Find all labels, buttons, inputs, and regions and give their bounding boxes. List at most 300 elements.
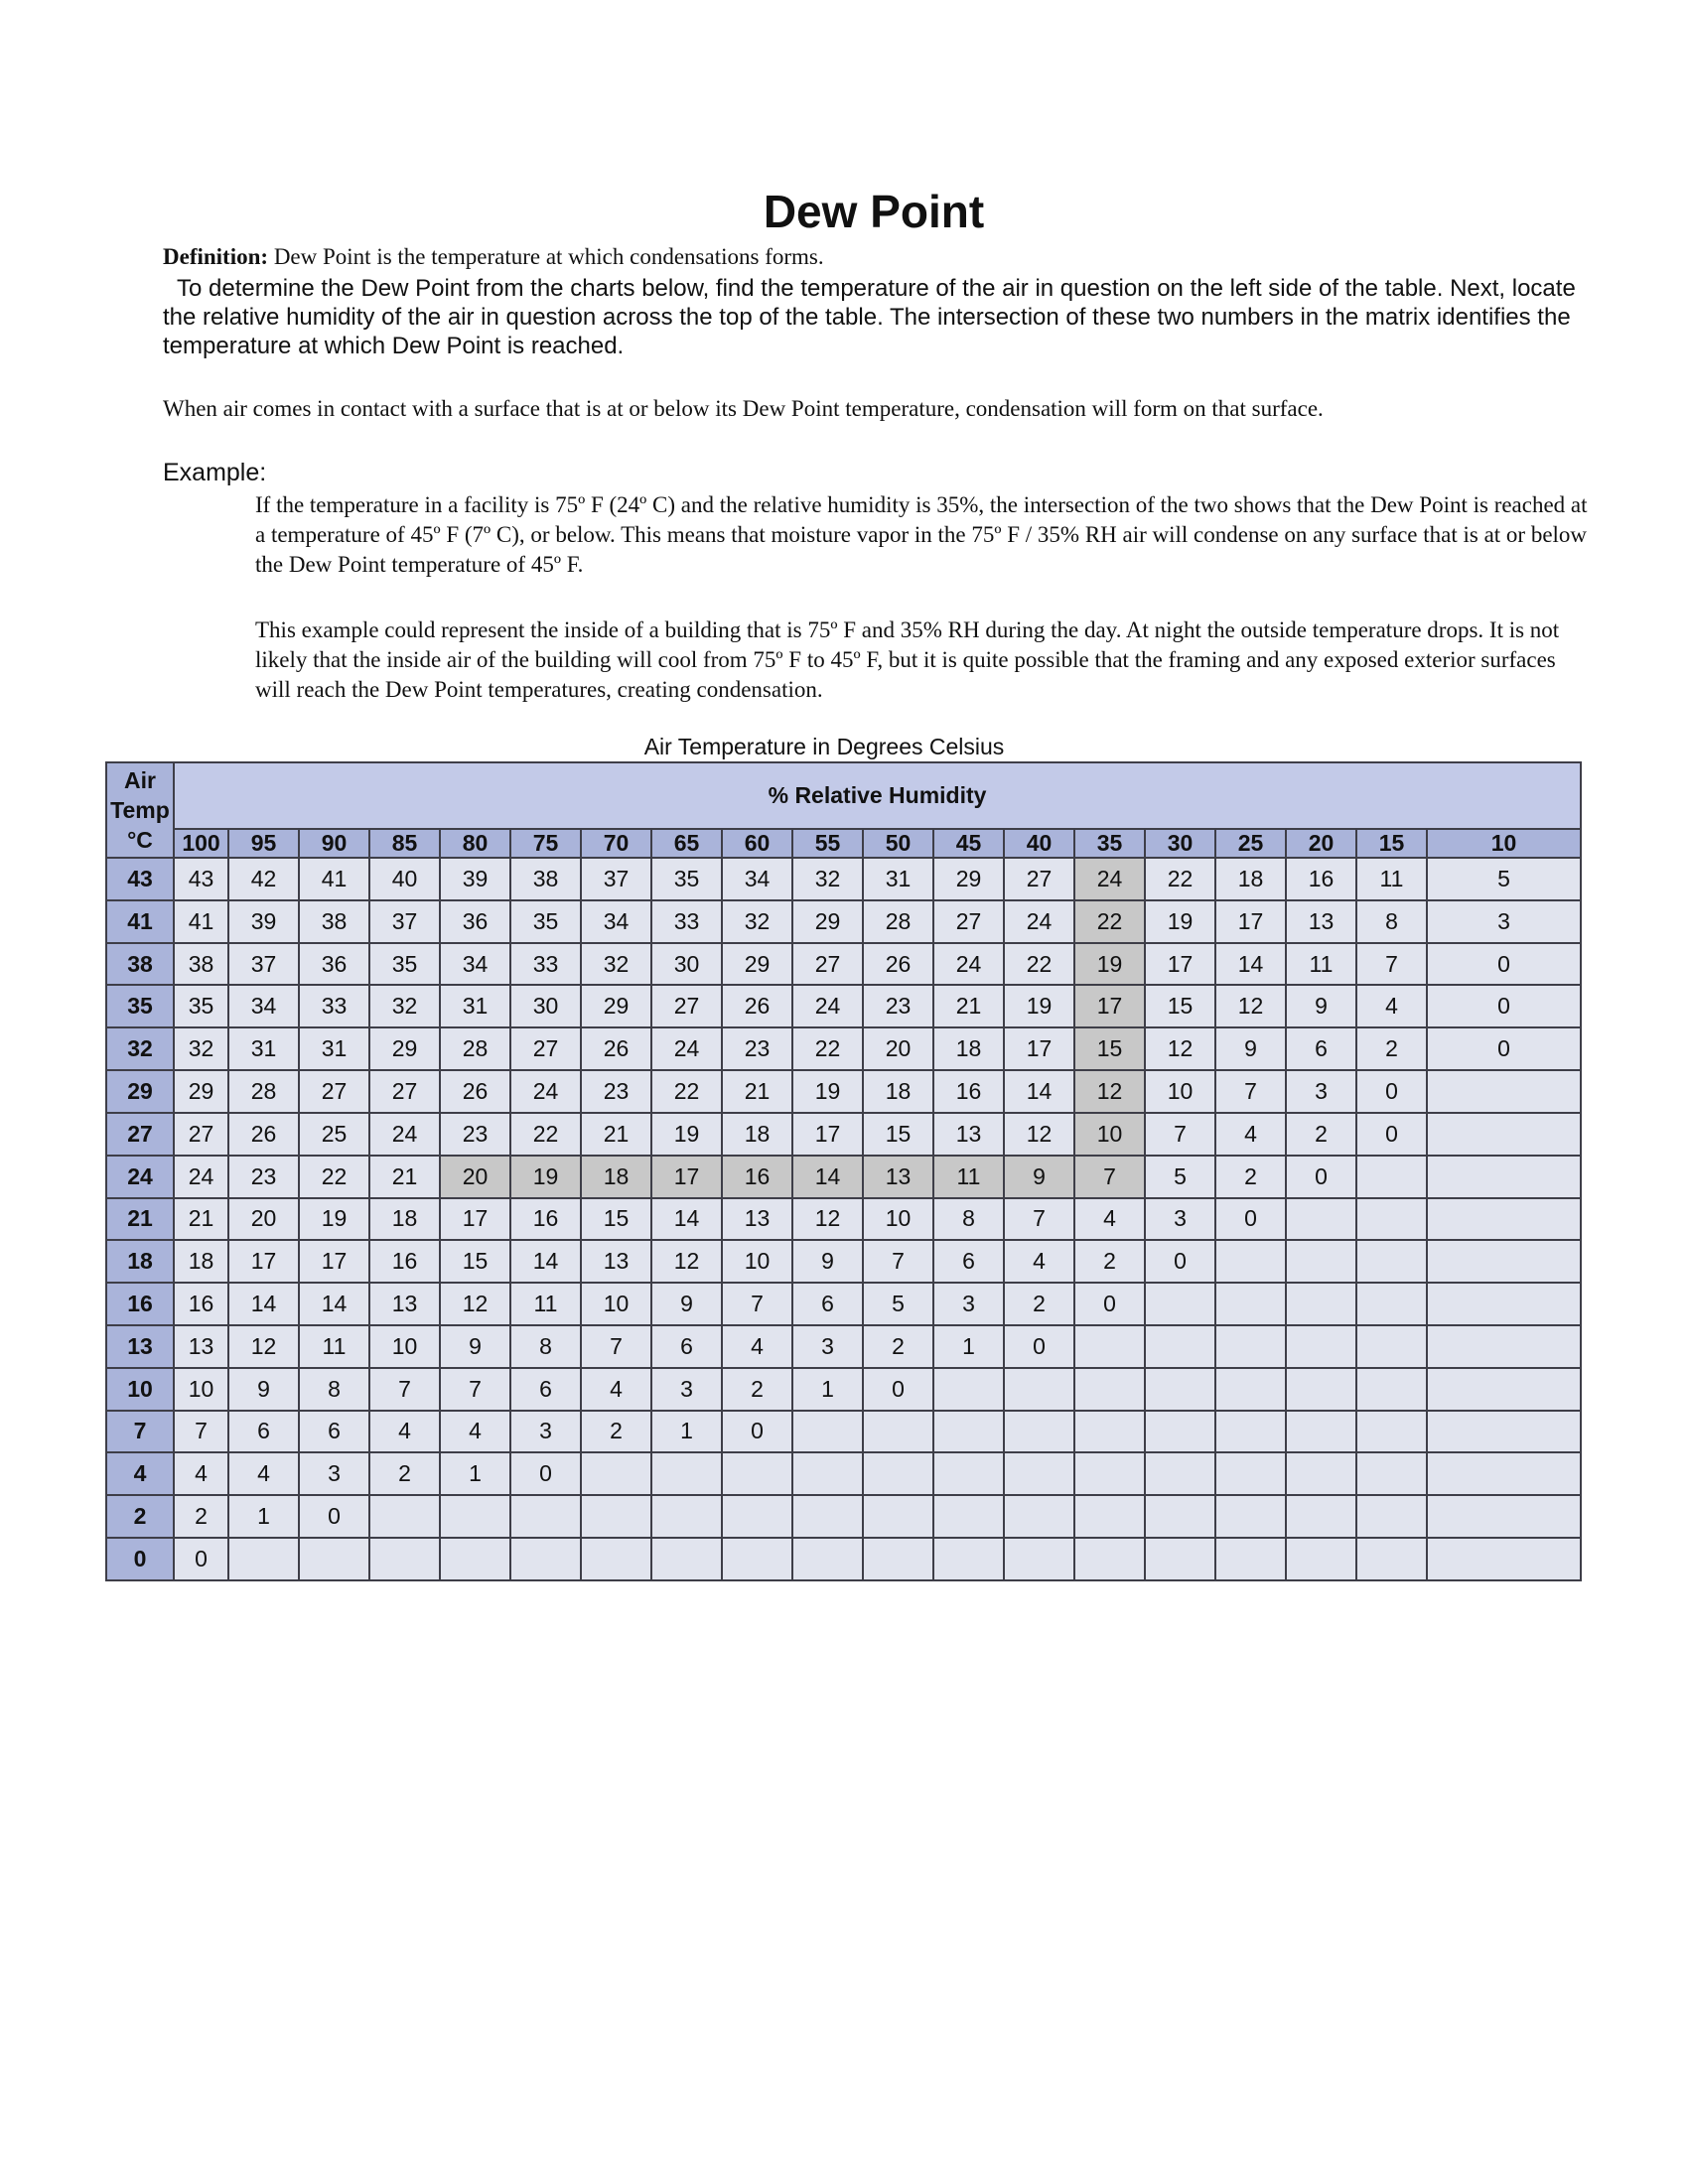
dew-cell: 27 [651,985,722,1027]
dew-cell: 22 [651,1070,722,1113]
dew-cell: 14 [228,1283,299,1325]
dew-cell: 40 [369,858,440,900]
example-label: Example: [163,459,267,486]
dew-cell: 22 [1074,900,1145,943]
dew-cell: 22 [792,1027,863,1070]
dew-cell: 15 [1074,1027,1145,1070]
dew-cell [1427,1156,1581,1198]
dew-cell [1004,1495,1074,1538]
dew-cell: 18 [581,1156,651,1198]
definition-label: Definition: [163,244,269,269]
dew-cell: 0 [174,1538,228,1580]
dew-cell: 24 [792,985,863,1027]
dew-cell: 3 [1286,1070,1356,1113]
row-temp-18: 18 [106,1240,174,1283]
dew-cell: 16 [369,1240,440,1283]
dew-cell: 3 [1427,900,1581,943]
dew-point-table [105,761,1582,1581]
row-temp-2: 2 [106,1495,174,1538]
dew-cell: 14 [299,1283,369,1325]
dew-cell: 29 [722,943,792,986]
dew-cell: 9 [1286,985,1356,1027]
dew-cell: 0 [1356,1070,1427,1113]
definition [163,244,824,270]
dew-cell: 41 [299,858,369,900]
dew-cell: 27 [299,1070,369,1113]
dew-cell: 38 [299,900,369,943]
dew-cell: 10 [1145,1070,1215,1113]
dew-cell: 13 [722,1198,792,1241]
dew-cell: 28 [863,900,933,943]
dew-cell [299,1538,369,1580]
table-row [106,1240,1581,1283]
dew-cell [1145,1283,1215,1325]
dew-cell: 4 [1215,1113,1286,1156]
dew-cell: 29 [933,858,1004,900]
dew-cell: 39 [440,858,510,900]
dew-cell: 4 [722,1325,792,1368]
dew-cell: 11 [510,1283,581,1325]
dew-cell: 13 [863,1156,933,1198]
dew-cell: 7 [369,1368,440,1411]
dew-cell: 17 [1074,985,1145,1027]
dew-cell: 37 [581,858,651,900]
dew-cell [1427,1113,1581,1156]
dew-cell: 3 [792,1325,863,1368]
dew-cell: 39 [228,900,299,943]
table-row [106,1538,1581,1580]
dew-cell: 31 [863,858,933,900]
dew-cell: 27 [174,1113,228,1156]
dew-cell: 30 [651,943,722,986]
humidity-col-80: 80 [440,829,510,858]
dew-cell: 4 [228,1452,299,1495]
dew-cell: 35 [174,985,228,1027]
table-row [106,1411,1581,1453]
example-paragraph-2: This example could represent the inside of a building that is 75º F and 35% RH during the day. At night the outside temperature drops. It is not likely that the inside air of the building will cool from 75º F to 45º F, but it is quite possible that the framing and any exposed exterior surfaces will reach the Dew Point temperatures, creating condensation. [255,617,1560,702]
dew-cell [1286,1325,1356,1368]
dew-cell [1074,1495,1145,1538]
dew-cell: 1 [792,1368,863,1411]
dew-cell [1427,1495,1581,1538]
corner-line-air: Air [124,767,156,793]
dew-cell [1356,1411,1427,1453]
table-row [106,1070,1581,1113]
dew-cell: 14 [510,1240,581,1283]
dew-cell: 29 [369,1027,440,1070]
dew-cell: 26 [228,1113,299,1156]
dew-cell: 11 [1356,858,1427,900]
dew-cell: 0 [1427,943,1581,986]
row-temp-32: 32 [106,1027,174,1070]
dew-cell: 10 [369,1325,440,1368]
row-temp-13: 13 [106,1325,174,1368]
dew-cell: 7 [174,1411,228,1453]
dew-cell: 31 [228,1027,299,1070]
dew-cell: 26 [722,985,792,1027]
dew-cell [440,1538,510,1580]
dew-cell: 38 [174,943,228,986]
dew-cell [722,1538,792,1580]
dew-cell: 32 [722,900,792,943]
dew-cell: 31 [440,985,510,1027]
humidity-col-90: 90 [299,829,369,858]
dew-cell: 5 [863,1283,933,1325]
dew-cell [651,1495,722,1538]
dew-cell: 42 [228,858,299,900]
dew-cell: 24 [1074,858,1145,900]
dew-cell: 19 [1004,985,1074,1027]
dew-cell: 2 [369,1452,440,1495]
row-temp-21: 21 [106,1198,174,1241]
dew-cell: 15 [440,1240,510,1283]
dew-cell: 41 [174,900,228,943]
dew-cell [1074,1368,1145,1411]
dew-cell: 6 [651,1325,722,1368]
dew-cell: 18 [174,1240,228,1283]
dew-cell [1356,1452,1427,1495]
dew-cell: 4 [1356,985,1427,1027]
dew-cell [1004,1452,1074,1495]
dew-cell: 22 [1145,858,1215,900]
dew-cell: 5 [1145,1156,1215,1198]
dew-cell [792,1452,863,1495]
dew-cell: 1 [651,1411,722,1453]
table-row [106,1283,1581,1325]
dew-cell: 32 [174,1027,228,1070]
dew-cell: 4 [440,1411,510,1453]
dew-cell: 2 [1215,1156,1286,1198]
dew-cell: 3 [933,1283,1004,1325]
dew-cell [1427,1452,1581,1495]
dew-cell: 21 [174,1198,228,1241]
dew-cell: 18 [722,1113,792,1156]
dew-cell: 18 [863,1070,933,1113]
relative-humidity-header: % Relative Humidity [174,762,1581,829]
dew-cell: 19 [510,1156,581,1198]
dew-cell [1427,1411,1581,1453]
dew-cell: 24 [369,1113,440,1156]
dew-cell: 2 [1356,1027,1427,1070]
humidity-col-75: 75 [510,829,581,858]
table-row [106,985,1581,1027]
dew-cell [1286,1452,1356,1495]
humidity-col-35: 35 [1074,829,1145,858]
dew-cell: 34 [440,943,510,986]
dew-cell: 0 [863,1368,933,1411]
humidity-col-25: 25 [1215,829,1286,858]
dew-cell: 31 [299,1027,369,1070]
dew-cell: 26 [581,1027,651,1070]
humidity-col-15: 15 [1356,829,1427,858]
dew-cell: 35 [651,858,722,900]
dew-cell: 16 [174,1283,228,1325]
row-temp-29: 29 [106,1070,174,1113]
dew-cell [1356,1368,1427,1411]
row-temp-4: 4 [106,1452,174,1495]
dew-cell: 13 [581,1240,651,1283]
dew-cell: 32 [581,943,651,986]
dew-cell: 7 [440,1368,510,1411]
dew-cell [792,1538,863,1580]
dew-cell [722,1495,792,1538]
dew-cell: 6 [228,1411,299,1453]
dew-cell [1356,1198,1427,1241]
dew-cell: 13 [369,1283,440,1325]
dew-cell [933,1411,1004,1453]
dew-cell [1427,1283,1581,1325]
dew-cell: 21 [722,1070,792,1113]
dew-cell [1145,1495,1215,1538]
dew-cell: 7 [1215,1070,1286,1113]
dew-cell: 1 [228,1495,299,1538]
dew-cell [1356,1240,1427,1283]
air-temp-corner-header [106,762,174,858]
dew-cell: 9 [792,1240,863,1283]
dew-cell: 9 [651,1283,722,1325]
dew-cell: 0 [1286,1156,1356,1198]
dew-cell [1356,1538,1427,1580]
dew-cell: 12 [1074,1070,1145,1113]
dew-cell: 10 [722,1240,792,1283]
humidity-col-55: 55 [792,829,863,858]
dew-cell [792,1411,863,1453]
dew-cell: 0 [1427,1027,1581,1070]
dew-cell: 18 [369,1198,440,1241]
dew-cell: 1 [933,1325,1004,1368]
dew-cell: 12 [440,1283,510,1325]
table-row [106,1368,1581,1411]
row-temp-43: 43 [106,858,174,900]
dew-cell: 4 [369,1411,440,1453]
dew-cell: 38 [510,858,581,900]
dew-cell [1427,1325,1581,1368]
dew-cell [1215,1411,1286,1453]
dew-cell [1004,1411,1074,1453]
dew-cell: 6 [1286,1027,1356,1070]
humidity-col-20: 20 [1286,829,1356,858]
dew-cell: 17 [1145,943,1215,986]
dew-cell: 19 [1074,943,1145,986]
dew-cell: 15 [863,1113,933,1156]
dew-cell: 7 [1004,1198,1074,1241]
dew-cell: 11 [299,1325,369,1368]
dew-cell: 6 [933,1240,1004,1283]
row-temp-0: 0 [106,1538,174,1580]
dew-cell: 19 [792,1070,863,1113]
definition-text: Dew Point is the temperature at which condensations forms. [273,244,824,269]
humidity-col-50: 50 [863,829,933,858]
dew-cell: 23 [440,1113,510,1156]
dew-cell [510,1538,581,1580]
dew-cell: 0 [299,1495,369,1538]
row-temp-27: 27 [106,1113,174,1156]
dew-cell [863,1495,933,1538]
dew-cell: 24 [933,943,1004,986]
dew-cell: 0 [722,1411,792,1453]
table-row [106,943,1581,986]
dew-cell: 0 [1356,1113,1427,1156]
row-temp-41: 41 [106,900,174,943]
instructions-text: To determine the Dew Point from the charts below, find the temperature of the air in question on the left side of the table. Next, locate the relative humidity of the air in question across the top of the table. The intersection of these two numbers in the matrix identifies the temperature at which Dew Point is reached. [163,275,1576,359]
table-row [106,1027,1581,1070]
dew-cell: 1 [440,1452,510,1495]
dew-cell: 13 [174,1325,228,1368]
dew-cell: 17 [1215,900,1286,943]
dew-cell: 12 [1004,1113,1074,1156]
dew-cell: 11 [933,1156,1004,1198]
dew-cell: 4 [1004,1240,1074,1283]
dew-cell [1215,1368,1286,1411]
dew-cell [792,1495,863,1538]
dew-cell: 27 [792,943,863,986]
dew-cell: 10 [1074,1113,1145,1156]
dew-cell: 24 [510,1070,581,1113]
dew-cell [581,1538,651,1580]
humidity-col-95: 95 [228,829,299,858]
dew-cell: 0 [1427,985,1581,1027]
dew-cell [1215,1538,1286,1580]
dew-cell [1074,1538,1145,1580]
dew-cell: 24 [1004,900,1074,943]
corner-line-temp: Temp [110,797,170,823]
dew-cell: 13 [933,1113,1004,1156]
dew-cell: 17 [440,1198,510,1241]
dew-cell [651,1452,722,1495]
dew-cell: 37 [369,900,440,943]
dew-cell [1286,1283,1356,1325]
dew-cell: 3 [651,1368,722,1411]
dew-cell: 3 [510,1411,581,1453]
dew-cell: 10 [863,1198,933,1241]
dew-cell: 4 [581,1368,651,1411]
dew-cell [933,1495,1004,1538]
dew-cell [1427,1198,1581,1241]
dew-cell [1215,1325,1286,1368]
dew-cell: 14 [792,1156,863,1198]
dew-cell [1145,1368,1215,1411]
dew-cell: 27 [1004,858,1074,900]
dew-cell: 21 [581,1113,651,1156]
corner-line-unit: °C [127,827,153,853]
dew-cell: 17 [299,1240,369,1283]
dew-cell: 8 [1356,900,1427,943]
dew-cell: 35 [510,900,581,943]
dew-cell [1286,1240,1356,1283]
dew-cell: 5 [1427,858,1581,900]
dew-cell: 33 [510,943,581,986]
dew-cell [1215,1495,1286,1538]
dew-cell: 29 [581,985,651,1027]
dew-cell: 27 [510,1027,581,1070]
dew-cell [1004,1538,1074,1580]
dew-cell: 4 [174,1452,228,1495]
dew-cell: 24 [651,1027,722,1070]
dew-cell: 7 [1356,943,1427,986]
dew-cell: 23 [722,1027,792,1070]
dew-cell: 27 [933,900,1004,943]
dew-cell [651,1538,722,1580]
dew-cell: 0 [1074,1283,1145,1325]
table-row [106,1113,1581,1156]
dew-cell: 8 [933,1198,1004,1241]
dew-cell: 9 [1215,1027,1286,1070]
dew-cell [1074,1411,1145,1453]
dew-cell: 35 [369,943,440,986]
dew-cell: 34 [228,985,299,1027]
dew-cell: 17 [792,1113,863,1156]
dew-cell: 12 [1145,1027,1215,1070]
dew-cell [1286,1411,1356,1453]
dew-cell: 3 [1145,1198,1215,1241]
dew-cell [1356,1283,1427,1325]
humidity-col-70: 70 [581,829,651,858]
dew-cell: 12 [651,1240,722,1283]
dew-cell: 12 [1215,985,1286,1027]
dew-cell [1356,1495,1427,1538]
dew-cell: 7 [581,1325,651,1368]
dew-cell [863,1452,933,1495]
dew-cell [1427,1368,1581,1411]
page-title: Dew Point [763,186,985,237]
humidity-col-65: 65 [651,829,722,858]
dew-cell: 18 [933,1027,1004,1070]
dew-cell [722,1452,792,1495]
dew-cell [1286,1198,1356,1241]
dew-cell: 20 [863,1027,933,1070]
humidity-col-10: 10 [1427,829,1581,858]
dew-cell: 9 [228,1368,299,1411]
dew-cell: 7 [1145,1113,1215,1156]
dew-cell: 25 [299,1113,369,1156]
dew-cell: 2 [1004,1283,1074,1325]
dew-cell: 8 [299,1368,369,1411]
dew-cell [1145,1325,1215,1368]
dew-cell: 21 [933,985,1004,1027]
contact-note: When air comes in contact with a surface that is at or below its Dew Point temperature, condensation will form on that surface. [163,396,1324,421]
dew-cell: 0 [1215,1198,1286,1241]
dew-cell: 2 [174,1495,228,1538]
dew-cell: 2 [1074,1240,1145,1283]
row-temp-35: 35 [106,985,174,1027]
dew-cell: 23 [228,1156,299,1198]
dew-cell: 22 [1004,943,1074,986]
dew-cell: 32 [792,858,863,900]
dew-cell [1286,1538,1356,1580]
dew-cell [1215,1452,1286,1495]
dew-cell: 16 [722,1156,792,1198]
dew-cell [510,1495,581,1538]
dew-cell: 6 [792,1283,863,1325]
dew-cell: 19 [1145,900,1215,943]
dew-cell: 15 [581,1198,651,1241]
dew-cell: 7 [1074,1156,1145,1198]
row-temp-38: 38 [106,943,174,986]
dew-cell [933,1538,1004,1580]
dew-cell [369,1538,440,1580]
dew-cell: 17 [1004,1027,1074,1070]
dew-cell [1215,1240,1286,1283]
dew-cell: 19 [651,1113,722,1156]
humidity-col-60: 60 [722,829,792,858]
table-row [106,1452,1581,1495]
dew-cell [863,1538,933,1580]
table-row [106,1495,1581,1538]
dew-cell [1215,1283,1286,1325]
dew-cell [1145,1452,1215,1495]
dew-cell: 21 [369,1156,440,1198]
dew-cell: 28 [440,1027,510,1070]
